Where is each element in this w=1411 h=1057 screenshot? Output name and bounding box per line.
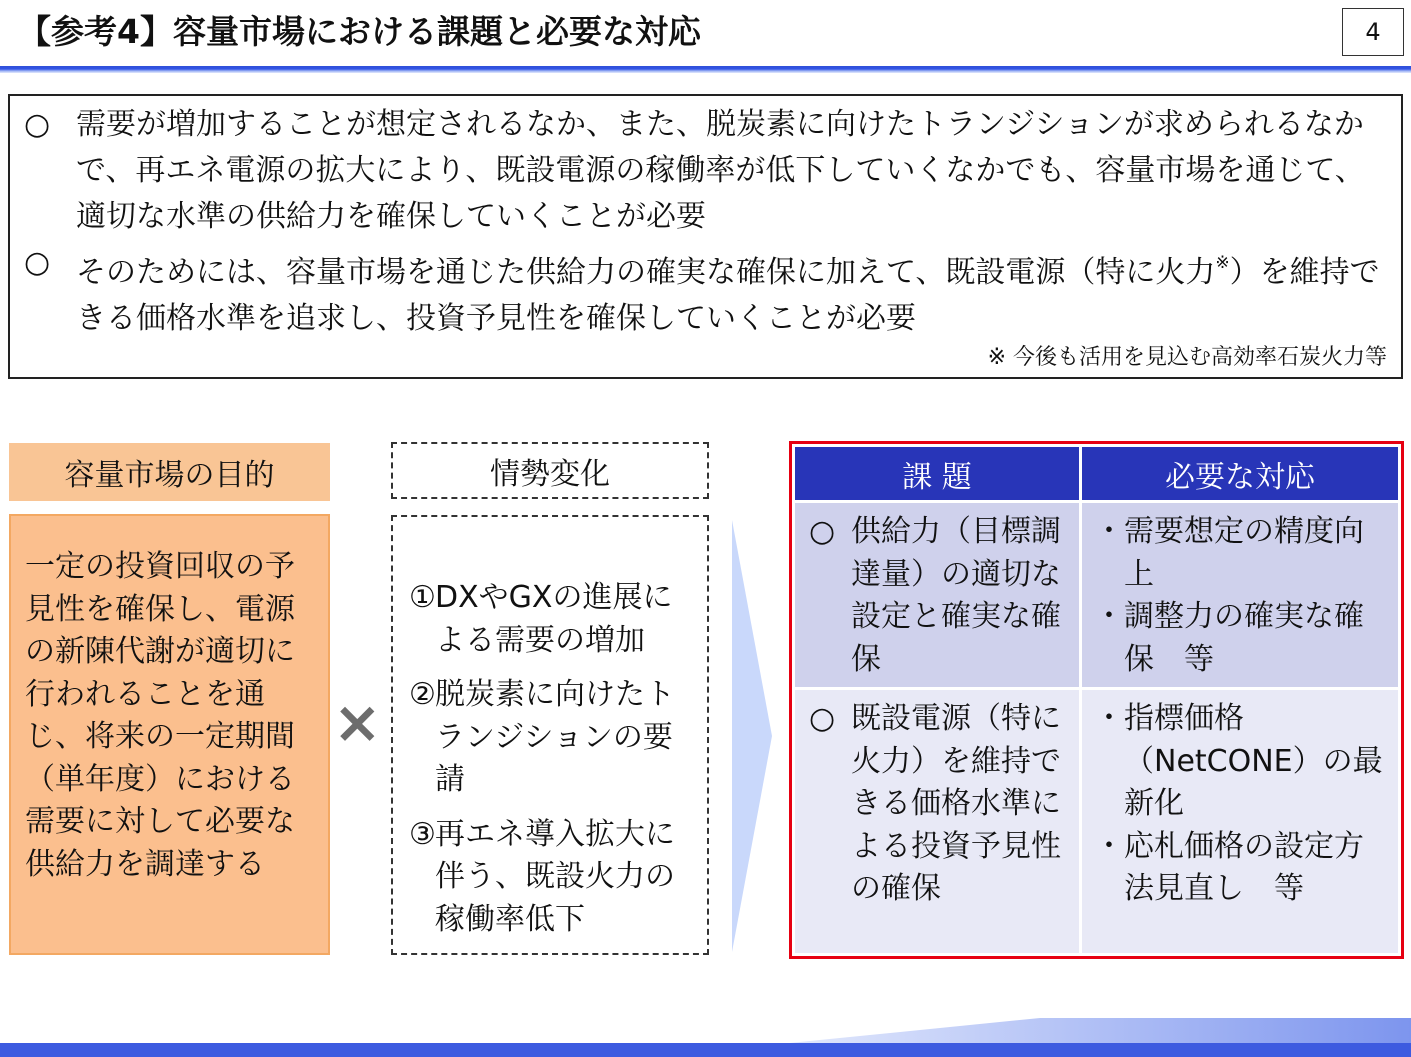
action-text: 需要想定の精度向上 (1124, 514, 1364, 592)
dot-bullet-icon: ・ (1094, 701, 1124, 736)
issues-table (789, 441, 1404, 959)
situation-item-text: DXやGXの進展による需要の増加 (435, 580, 673, 658)
circle-bullet-icon: ○ (809, 514, 836, 549)
purpose-body: 一定の投資回収の予見性を確保し、電源の新陳代謝が適切に行われることを通じ、将来の一定期間（単年度）における需要に対して必要な供給力を調達する (9, 514, 330, 955)
action-item (1094, 698, 1392, 826)
footer-rule (0, 1043, 1411, 1057)
situation-item-number: ① (409, 580, 436, 615)
summary-bullet-1 (24, 102, 1381, 240)
summary-box (8, 94, 1403, 379)
summary-bullet-2 (24, 240, 1381, 342)
action-text: 指標価格（NetCONE）の最新化 (1124, 701, 1383, 821)
page-title: 【参考4】容量市場における課題と必要な対応 (18, 12, 701, 51)
situation-body (391, 515, 709, 955)
summary-bullet-2-text-a: そのためには、容量市場を通じた供給力の確実な確保に加えて、既設電源（特に火力 (76, 255, 1216, 290)
footer-decoration (760, 1018, 1411, 1046)
table-cell-action (1082, 503, 1398, 687)
circle-bullet-icon: ○ (809, 701, 836, 736)
page-number: 4 (1342, 8, 1404, 56)
summary-bullet-2-text (76, 240, 1381, 342)
action-text: 調整力の確実な確保 等 (1124, 599, 1364, 677)
dot-bullet-icon: ・ (1094, 599, 1124, 634)
action-item (1094, 511, 1374, 596)
dot-bullet-icon: ・ (1094, 514, 1124, 549)
footnote-marker: ※ (1215, 253, 1230, 273)
circle-bullet-icon: ○ (24, 245, 51, 280)
table-header-action: 必要な対応 (1082, 447, 1398, 500)
action-item (1094, 596, 1374, 681)
summary-footnote: ※ 今後も活用を見込む高効率石炭火力等 (987, 345, 1387, 370)
situation-item-number: ② (409, 677, 436, 712)
dot-bullet-icon: ・ (1094, 828, 1124, 864)
table-cell-issue (795, 503, 1079, 687)
circle-bullet-icon: ○ (24, 107, 51, 142)
situation-heading: 情勢変化 (391, 442, 709, 499)
summary-bullet-2-text-b: ）を維持できる価格水準を追求し、投資予見性を確保していくことが必要 (76, 255, 1380, 336)
flow-arrow-icon (728, 520, 774, 952)
table-header-issue: 課 題 (795, 447, 1079, 500)
situation-item-number: ③ (409, 816, 436, 852)
purpose-heading: 容量市場の目的 (9, 443, 330, 501)
table-cell-action (1082, 690, 1398, 953)
situation-item (409, 814, 699, 942)
situation-item-text: 再エネ導入拡大に伴う、既設火力の稼働率低下 (435, 816, 675, 937)
arrow-shape (732, 520, 772, 952)
issue-text: 既設電源（特に火力）を維持できる価格水準による投資予見性の確保 (851, 701, 1061, 906)
situation-item (409, 674, 699, 802)
action-item (1094, 826, 1392, 911)
situation-item-text: 脱炭素に向けたトランジションの要請 (435, 677, 675, 797)
multiply-icon: × (333, 688, 382, 756)
action-text: 応札価格の設定方法見直し 等 (1124, 828, 1364, 906)
header-rule (0, 66, 1411, 73)
issue-text: 供給力（目標調達量）の適切な設定と確実な確保 (851, 514, 1061, 677)
summary-bullet-1-text: 需要が増加することが想定されるなか、また、脱炭素に向けたトランジションが求められるなかで、再エネ電源の拡大により、既設電源の稼働率が低下していくなかでも、容量市場を通じて、適切な水準の供給力を確保していくことが必要 (76, 107, 1365, 234)
situation-item (409, 577, 699, 662)
table-cell-issue (795, 690, 1079, 953)
